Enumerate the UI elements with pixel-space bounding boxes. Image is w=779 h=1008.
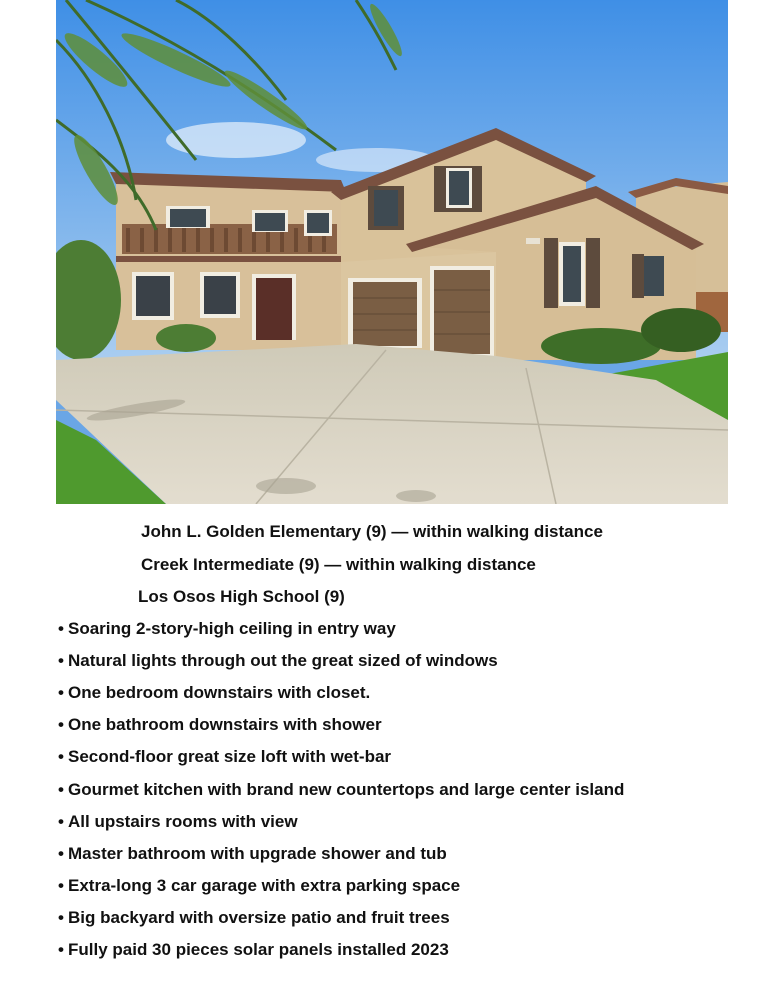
feature-item xyxy=(58,876,460,896)
feature-text: Master bathroom with upgrade shower and tub xyxy=(68,844,447,863)
bullet-icon: • xyxy=(58,940,64,959)
house-photo xyxy=(56,0,728,504)
bullet-icon: • xyxy=(58,780,64,799)
bullet-icon: • xyxy=(58,619,64,638)
feature-item xyxy=(58,908,450,928)
feature-text: One bathroom downstairs with shower xyxy=(68,715,382,734)
house-left-wing xyxy=(116,178,341,350)
bullet-icon: • xyxy=(58,908,64,927)
feature-text: Big backyard with oversize patio and fruit trees xyxy=(68,908,450,927)
school-high: Los Osos High School (9) xyxy=(138,587,345,606)
feature-item xyxy=(58,940,449,960)
feature-item xyxy=(58,844,447,864)
driveway xyxy=(56,344,728,504)
bullet-icon: • xyxy=(58,812,64,831)
bullet-icon: • xyxy=(58,876,64,895)
bullet-icon: • xyxy=(58,683,64,702)
feature-text: Natural lights through out the great sized of windows xyxy=(68,651,498,670)
feature-text: One bedroom downstairs with closet. xyxy=(68,683,371,702)
feature-item xyxy=(58,683,370,703)
school-intermediate: Creek Intermediate (9) — within walking distance xyxy=(141,555,536,574)
feature-item xyxy=(58,747,391,767)
school-elementary: John L. Golden Elementary (9) — within walking distance xyxy=(141,522,603,541)
house-illustration xyxy=(56,0,728,504)
feature-text: Fully paid 30 pieces solar panels installed 2023 xyxy=(68,940,449,959)
feature-item xyxy=(58,780,624,800)
feature-item xyxy=(58,715,382,735)
feature-item xyxy=(58,619,396,639)
feature-item xyxy=(58,812,298,832)
bullet-icon: • xyxy=(58,651,64,670)
feature-text: Gourmet kitchen with brand new countertops and large center island xyxy=(68,780,625,799)
feature-text: All upstairs rooms with view xyxy=(68,812,298,831)
bullet-icon: • xyxy=(58,715,64,734)
bullet-icon: • xyxy=(58,747,64,766)
feature-text: Second-floor great size loft with wet-bar xyxy=(68,747,392,766)
front-door xyxy=(256,278,292,340)
feature-text: Extra-long 3 car garage with extra parking space xyxy=(68,876,461,895)
feature-text: Soaring 2-story-high ceiling in entry way xyxy=(68,619,396,638)
house-number-plate xyxy=(526,238,540,244)
feature-item xyxy=(58,651,498,671)
bullet-icon: • xyxy=(58,844,64,863)
